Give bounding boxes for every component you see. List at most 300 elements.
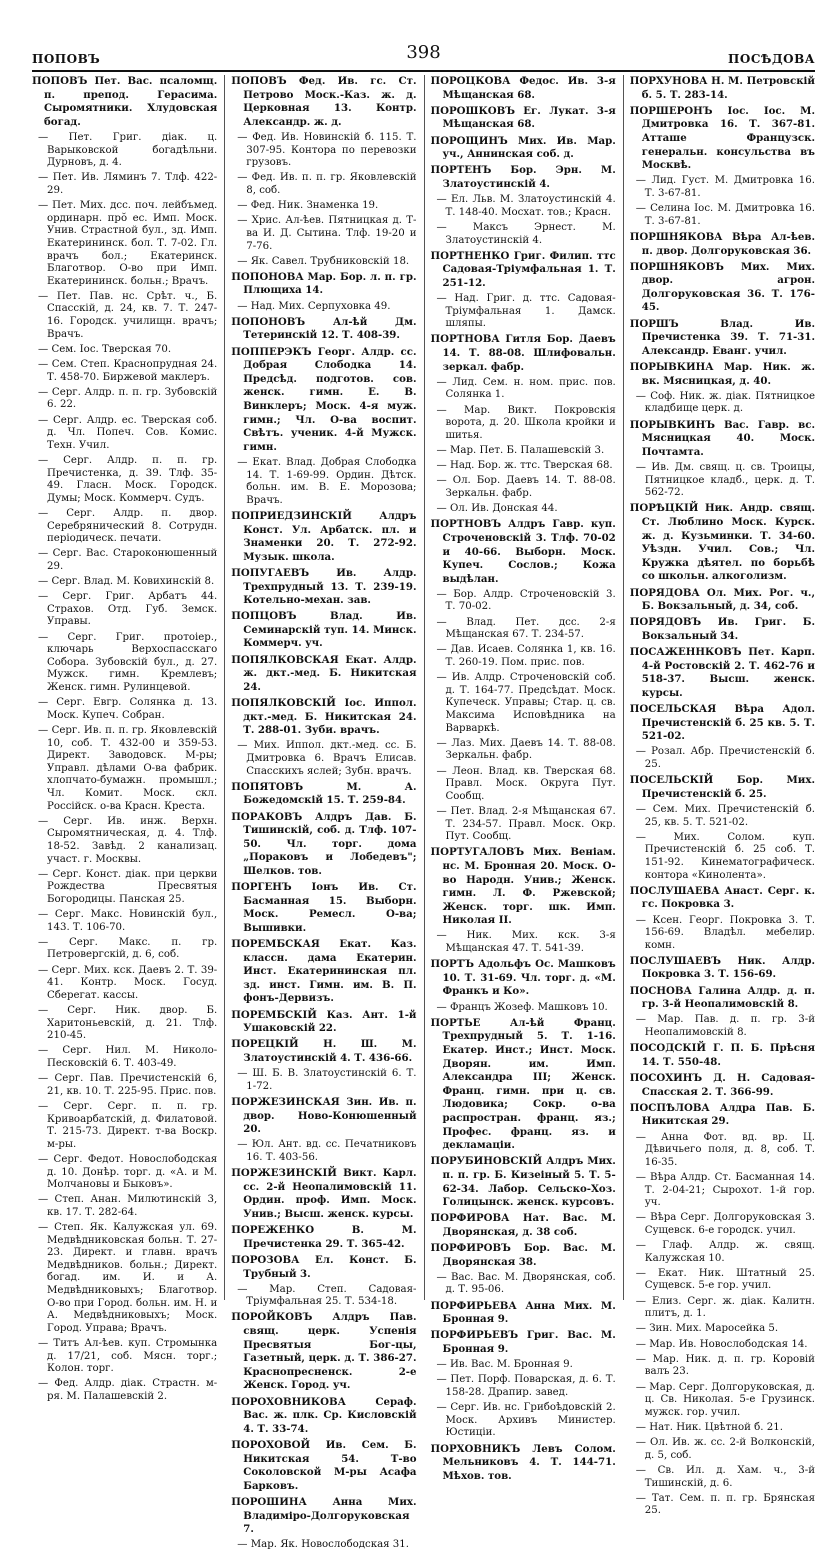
entry-text: Вѣра Алдр. Ст. Басманная 14. Т. 2-04-21; Сырохот. 1-й гор. уч. bbox=[644, 1171, 815, 1209]
directory-entry bbox=[431, 135, 616, 162]
entry-text: Соф. Ник. ж. діак. Пятницкое кладбище церк. д. bbox=[644, 390, 815, 415]
directory-entry bbox=[630, 1422, 815, 1435]
column-2 bbox=[224, 75, 417, 1551]
entry-text: Над. Бор. ж. ттс. Тверская 68. bbox=[449, 460, 613, 472]
entry-text: ПОПОНОВА Мар. Бор. л. п. гр. Плющиха 14. bbox=[231, 270, 417, 297]
directory-entry bbox=[231, 132, 416, 170]
directory-entry bbox=[231, 740, 416, 778]
directory-entry bbox=[431, 475, 616, 500]
directory-entry bbox=[431, 1374, 616, 1399]
directory-entry bbox=[630, 1465, 815, 1490]
entry-text: Селина Іос. М. Дмитровка 16. Т. 3-67-81. bbox=[644, 203, 815, 227]
directory-entry bbox=[431, 846, 616, 928]
directory-entry bbox=[431, 806, 616, 844]
entry-text: Серг. Макс. Новинскій бул., 143. Т. 106-70. bbox=[47, 909, 218, 933]
entry-text: Мар. Пав. д. п. гр. 3-й Неопалимовскій 8. bbox=[644, 1014, 815, 1039]
directory-entry bbox=[431, 589, 616, 614]
directory-entry bbox=[630, 587, 815, 614]
entry-text: Як. Савел. Трубниковскій 18. bbox=[250, 255, 410, 267]
entry-text: Глаф. Алдр. ж. свящ. Калужская 10. bbox=[644, 1240, 815, 1264]
entry-text: ПОРОЙКОВЪ Алдръ Пав. свящ. церк. Успенія Пресвятыя Бог-цы, Газетный, церк. д. Т. 386-27. Краснопресненск. 2-е Женск. Город. уч. bbox=[231, 1311, 417, 1392]
entry-text: ПОПЯТОВЪ М. А. Божедомскій 15. Т. 259-84. bbox=[231, 780, 417, 807]
entry-text: ПОРТНЕНКО Григ. Филип. ттс Садовая-Тріумфальная 1. Т. 251-12. bbox=[430, 249, 616, 289]
directory-entry bbox=[630, 462, 815, 500]
entry-text: Серг. Алдр. п. двор. Серебрянический 8. Сотрудн. періодическ. печати. bbox=[47, 507, 218, 545]
entry-text: ПОРХОВНИКЪ Левъ Солом. Мельниковъ 4. Т. 144-71. Мѣхов. тов. bbox=[430, 1442, 616, 1482]
directory-entry bbox=[630, 1437, 815, 1462]
entry-text: Влад. Пет. дсс. 2-я Мѣщанская 67. Т. 234-57. bbox=[445, 616, 616, 641]
entry-text: Серг. Григ. Арбатъ 44. Страхов. Отд. Губ. Земск. Управы. bbox=[47, 591, 218, 628]
directory-entry bbox=[431, 1212, 616, 1239]
entry-text: Серг. Григ. протоіер., ключарь Верхоспасскаго Собора. Зубовскій бул., д. 27. Мужск. гимн. Кремлевъ; Женск. гимн. Рулинцевой. bbox=[47, 631, 218, 694]
directory-entry bbox=[630, 1212, 815, 1237]
directory-entry bbox=[431, 1155, 616, 1209]
directory-entry bbox=[431, 1359, 616, 1372]
entry-text: Ел. Льв. М. Златоустинскій 4. Т. 148-40. Мосхат. тов.; Красн. bbox=[445, 194, 616, 218]
entry-text: Максъ Эрнест. М. Златоустинскій 4. bbox=[445, 221, 616, 246]
directory-entry bbox=[32, 965, 217, 1003]
directory-entry bbox=[431, 518, 616, 586]
directory-entry bbox=[630, 985, 815, 1012]
entry-text: Лид. Густ. М. Дмитровка 16. Т. 3-67-81. bbox=[644, 175, 815, 199]
directory-entry bbox=[32, 291, 217, 341]
directory-entry bbox=[431, 105, 616, 132]
entry-text: Екат. Ник. Штатный 25. Сущевск. 5-е гор. учил. bbox=[644, 1267, 815, 1292]
directory-entry bbox=[630, 616, 815, 643]
entry-text: Серг. Алдр. ес. Тверская соб. д. Чл. Попеч. Сов. Комис. Техн. Учил. bbox=[47, 414, 218, 451]
directory-entry bbox=[231, 1139, 416, 1164]
entry-text: Мар. Пет. Б. Палашевскій 3. bbox=[449, 444, 605, 456]
entry-text: ПОППЕРЭКЪ Георг. Алдр. сс. Добрая Слободка 14. Предсѣд. подготов. сов. женск. гимн. Е. В. Винклеръ; Моск. 4-я муж. гимн.; Чл. О-ва воспит. Свѣтъ. ученик. 4-й Мужск. гимн. bbox=[231, 345, 417, 453]
directory-entry bbox=[231, 881, 416, 935]
entry-text: Серг. Ив. п. п. гр. Яковлевскій 10, соб. Т. 432-00 и 359-53. Директ. Заводовск. М-ры; Управл. дѣлами О-ва фабрик. хлопчато-бумажн. промышл.; Чл. Комит. Моск. скл. Россійск. о-ва Красн. Креста. bbox=[47, 725, 218, 812]
directory-entry bbox=[431, 222, 616, 247]
directory-entry bbox=[431, 644, 616, 669]
entry-text: Мих. Солом. куп. Пречистенскій б. 25 соб. Т. 151-92. Кинематографическ. контора «Кинолента». bbox=[644, 831, 815, 881]
directory-entry bbox=[231, 457, 416, 507]
entry-text: Ол. Бор. Даевъ 14. Т. 88-08. Зеркальн. фабр. bbox=[445, 475, 616, 499]
directory-entry bbox=[630, 774, 815, 801]
entry-text: ПОРОШКОВЪ Ег. Лукат. 3-я Мѣщанская 68. bbox=[430, 104, 616, 131]
directory-entry bbox=[32, 132, 217, 170]
directory-entry bbox=[231, 1396, 416, 1437]
entry-text: Нат. Ник. Цвѣтной б. 21. bbox=[649, 1421, 783, 1433]
column-4 bbox=[623, 75, 816, 1517]
directory-entry bbox=[32, 508, 217, 546]
entry-text: Серг. Нил. М. Николо-Песковскій 6. Т. 403-49. bbox=[47, 1045, 218, 1069]
directory-entry bbox=[431, 672, 616, 735]
entry-text: ПОРЖЕЗИНСКІЙ Викт. Карл. сс. 2-й Неопалимовскій 11. Ордин. проф. Имп. Моск. Унив.; Высш. женск. курсы. bbox=[231, 1167, 417, 1220]
entry-text: ПОРГЕНЪ Іонъ Ив. Ст. Басманная 15. Выборн. Моск. Ремесл. О-ва; Вышивки. bbox=[231, 881, 417, 934]
directory-entry bbox=[231, 215, 416, 253]
entry-text: ПОРЯДОВА Ол. Мих. Рог. ч., Б. Вокзальный, д. 34, соб. bbox=[629, 586, 815, 613]
directory-entry bbox=[32, 591, 217, 629]
entry-text: Серг. Федот. Новослободская д. 10. Донѣр. торг. д. «А. и М. Молчановы и Быковъ». bbox=[47, 1153, 218, 1191]
directory-entry bbox=[231, 938, 416, 1006]
entry-text: Пет. Ив. Ляминъ 7. Тлф. 422-29. bbox=[47, 172, 218, 196]
directory-entry bbox=[431, 617, 616, 642]
entry-text: Пет. Пав. нс. Срѣт. ч., Б. Спасскій, д. 24, кв. 7. Т. 247-16. Городск. училищн. врачъ; Врачъ. bbox=[47, 290, 218, 340]
directory-entry bbox=[630, 1354, 815, 1379]
directory-entry bbox=[32, 455, 217, 505]
entry-text: Серг. Ив. нс. Грибоѣдовскій 2. Моск. Архивъ Министер. Юстиціи. bbox=[445, 1402, 616, 1439]
running-head-right: ПОСѢДОВА bbox=[728, 52, 815, 66]
directory-entry bbox=[231, 1009, 416, 1036]
entry-text: Серг. Влад. М. Ковихинскій 8. bbox=[51, 576, 215, 588]
entry-text: ПОРТЕНЪ Бор. Эрн. М. Златоустинскій 4. bbox=[430, 164, 616, 190]
directory-entry bbox=[32, 344, 217, 357]
directory-entry bbox=[630, 1132, 815, 1170]
directory-entry bbox=[231, 654, 416, 695]
entry-text: Мар. Серг. Долгоруковская, д. ц. Св. Николая. 5-е Грузинск. мужск. гор. учил. bbox=[644, 1381, 815, 1418]
directory-entry bbox=[32, 1378, 217, 1403]
directory-entry bbox=[630, 1102, 815, 1129]
entry-text: Леон. Влад. кв. Тверская 68. Правл. Моск. Округа Пут. Сообщ. bbox=[445, 765, 616, 802]
entry-text: Степ. Анан. Милютинскій 3, кв. 17. Т. 282-64. bbox=[47, 1194, 218, 1218]
directory-entry bbox=[32, 415, 217, 453]
entry-text: Серг. Мих. кск. Даевъ 2. Т. 39-41. Контр. Моск. Госуд. Сберегат. кассы. bbox=[47, 964, 218, 1001]
entry-text: ПОРФИРЬЕВЪ Григ. Вас. М. Бронная 9. bbox=[430, 1329, 616, 1356]
directory-entry bbox=[630, 804, 815, 829]
entry-text: ПОРТУГАЛОВЪ Мих. Веніам. нс. М. Бронная 20. Моск. О-во Народн. Унив.; Женск. гимн. Л. Ф. Ржевской; Женск. торг. шк. Имп. Николая II. bbox=[430, 846, 616, 927]
entry-text: ПОРѢЦКІЙ Ник. Андр. свящ. Ст. Люблино Моск. Курск. ж. д. Кузьминки. Т. 34-60. Уѣздн. Учил. Сов.; Чл. Кружка дѣятел. по борьбѣ со школьн. алкоголизм. bbox=[629, 502, 815, 583]
entry-text: Пет. Мих. дсс. поч. лейбъмед. ординарн. про̆ ес. Имп. Моск. Унив. Страстной бул., зд. Имп. Екатерининск. бол. Т. 7-02. Гл. врачъ бол.; Екатеринск. Благотвор. О-во при Имп. Екатерининск. больн.; Врачъ. bbox=[47, 200, 218, 287]
entry-text: ПОРЕМБСКІЙ Каз. Ант. 1-й Ушаковскій 22. bbox=[231, 1008, 417, 1035]
entry-text: Мих. Иппол. дкт.-мед. сс. Б. Дмитровка 6. Врачъ Елисав. Спасскихъ яслей; Зубн. врачъ. bbox=[246, 740, 417, 777]
entry-text: Вас. Вас. М. Дворянская, соб. д. Т. 95-06. bbox=[445, 1271, 616, 1296]
entry-text: ПОПЯЛКОВСКІЙ Іос. Иппол. дкт.-мед. Б. Никитская 24. Т. 288-01. Зуби. врачъ. bbox=[231, 697, 417, 737]
entry-text: ПОСОДСКІЙ Г. П. Б. Прѣсня 14. Т. 550-48. bbox=[629, 1042, 815, 1068]
page-header bbox=[32, 42, 815, 70]
directory-entry bbox=[32, 548, 217, 573]
directory-entry bbox=[32, 1222, 217, 1335]
directory-entry bbox=[231, 1496, 416, 1537]
entry-text: ПОРОХОВНИКОВА Сераф. Вас. ж. плк. Ср. Кисловскій 4. Т. 33-74. bbox=[231, 1395, 417, 1435]
entry-text: ПОСНОВА Галина Алдр. д. п. гр. 3-й Неопалимовскій 8. bbox=[629, 984, 815, 1011]
entry-text: Серг. Евгр. Солянка д. 13. Моск. Купеч. Собран. bbox=[47, 697, 218, 721]
entry-text: ПОРОЗОВА Ел. Конст. Б. Трубный 3. bbox=[231, 1253, 417, 1280]
entry-text: Вѣра Серг. Долгоруковская 3. Сущевск. 6-е городск. учил. bbox=[644, 1212, 816, 1236]
entry-text: Фед. Ив. п. п. гр. Яковлевскій 8, соб. bbox=[246, 172, 417, 196]
entry-text: ПОСЕЛЬСКІЙ Бор. Мих. Пречистенскій б. 25. bbox=[629, 774, 815, 800]
directory-entry bbox=[630, 261, 815, 315]
directory-entry bbox=[231, 781, 416, 808]
entry-text: ПОРОЦКОВА Федос. Ив. 3-я Мѣщанская 68. bbox=[430, 75, 616, 101]
entry-text: ПОРЕЦКІЙ Н. Ш. М. Златоустинскій 4. Т. 436-66. bbox=[231, 1038, 417, 1065]
entry-text: ПОСОХИНЪ Д. Н. Садовая-Спасская 2. Т. 366-99. bbox=[629, 1072, 815, 1098]
directory-entry bbox=[630, 1240, 815, 1265]
directory-entry bbox=[32, 1073, 217, 1098]
directory-entry bbox=[431, 958, 616, 999]
entry-text: Серг. Алдр. п. п. гр. Пречистенка, д. 39. Тлф. 35-49. Гласн. Моск. Городск. Думы; Моск. Коммерч. Судъ. bbox=[47, 454, 218, 504]
entry-text: Мар. Степ. Садовая-Тріумфальная 25. Т. 534-18. bbox=[246, 1283, 417, 1308]
directory-entry bbox=[630, 1268, 815, 1293]
directory-entry bbox=[630, 955, 815, 982]
entry-text: Юл. Ант. вд. сс. Печатниковъ 16. Т. 403-56. bbox=[246, 1139, 417, 1163]
directory-entry bbox=[431, 1002, 616, 1015]
entry-text: ПОСАЖЕННКОВЪ Пет. Карп. 4-й Ростовскій 2. Т. 462-76 и 518-37. Высш. женск. курсы. bbox=[629, 646, 815, 699]
entry-text: Серг. Серг. п. п. гр. Кривоарбатскій, д. Филатовой. Т. 215-73. Директ. т-ва Воскр. м-ры. bbox=[47, 1100, 218, 1150]
entry-text: ПОРЕМБСКАЯ Екат. Каз. классн. дама Екатерин. Инст. Екатерининская пл. зд. инст. Гимн. им. В. П. фонъ-Дервизъ. bbox=[231, 938, 417, 1005]
entry-text: Елиз. Серг. ж. діак. Калитн. плитъ, д. 1. bbox=[644, 1295, 815, 1320]
entry-text: Ив. Алдр. Строченовскій соб. д. Т. 164-77. Предсѣдат. Моск. Купеческ. Управы; Стар. ц. св. Максима Исповѣдника на Варваркѣ. bbox=[445, 672, 616, 734]
directory-entry bbox=[630, 231, 815, 258]
entry-text: ПОСЛУШАЕВЪ Ник. Алдр. Покровка 3. Т. 156-69. bbox=[629, 954, 815, 981]
entry-text: Анна Фот. вд. вр. Ц. Дѣвичьего поля, д. 8, соб. Т. 16-35. bbox=[644, 1131, 815, 1168]
entry-text: Фед. Алдр. діак. Страстн. м-ря. М. Палашевскій 2. bbox=[47, 1378, 218, 1402]
entry-text: Ксен. Георг. Покровка 3. Т. 156-69. Владѣл. мебелир. комн. bbox=[644, 914, 815, 951]
directory-entry bbox=[630, 746, 815, 771]
directory-entry bbox=[630, 703, 815, 744]
directory-entry bbox=[431, 1443, 616, 1484]
directory-entry bbox=[431, 460, 616, 473]
directory-entry bbox=[32, 1005, 217, 1043]
directory-entry bbox=[32, 632, 217, 695]
directory-entry bbox=[431, 293, 616, 331]
directory-entry bbox=[630, 1014, 815, 1039]
entry-text: ПОПЯЛКОВСКАЯ Екат. Алдр. ж. дкт.-мед. Б. Никитская 24. bbox=[231, 653, 417, 693]
directory-entry bbox=[32, 75, 217, 129]
directory-entry bbox=[32, 937, 217, 962]
entry-text: Пет. Григ. діак. ц. Варыковской богадѣльни. Дурновъ, д. 4. bbox=[47, 131, 218, 169]
entry-text: Серг. Ник. двор. Б. Харитоньевскій, д. 21. Тлф. 210-45. bbox=[47, 1005, 218, 1042]
entry-text: Пет. Влад. 2-я Мѣщанская 67. Т. 234-57. Правл. Моск. Окр. Пут. Сообщ. bbox=[445, 805, 616, 843]
entry-text: ПОРШНЯКОВА Вѣра Ал-ѣев. п. двор. Долгоруковская 36. bbox=[629, 230, 815, 257]
directory-entry bbox=[630, 419, 815, 460]
entry-text: Розал. Абр. Пречистенскій б. 25. bbox=[644, 746, 816, 770]
directory-entry bbox=[231, 1539, 416, 1552]
directory-entry bbox=[231, 301, 416, 314]
directory-entry bbox=[431, 738, 616, 763]
entry-text: Над. Григ. д. ттс. Садовая-Тріумфальная 1. Дамск. шляпы. bbox=[445, 293, 616, 330]
directory-entry bbox=[431, 194, 616, 219]
directory-entry bbox=[231, 1439, 416, 1493]
entry-text: Мар. Як. Новослободская 31. bbox=[250, 1539, 410, 1551]
directory-entry bbox=[231, 172, 416, 197]
entry-text: ПОРТНОВЪ Алдръ Гавр. куп. Строченовскій 3. Тлф. 70-02 и 40-66. Выборн. Моск. Купеч. Сослов.; Кожа выдѣлан. bbox=[430, 518, 616, 585]
directory-entry bbox=[630, 361, 815, 388]
entry-text: ПОСЕЛЬСКАЯ Вѣра Адол. Пречистенскій б. 25 кв. 5. Т. 521-02. bbox=[629, 703, 815, 743]
directory-entry bbox=[231, 567, 416, 608]
entry-text: Лид. Сем. н. ном. прис. пов. Солянка 1. bbox=[445, 376, 616, 401]
directory-entry bbox=[431, 1402, 616, 1440]
directory-entry bbox=[231, 256, 416, 269]
directory-entry bbox=[231, 1311, 416, 1393]
directory-entry bbox=[431, 250, 616, 291]
entry-text: ПОРТЬЕ Ал-ѣй Франц. Трехпрудный 5. Т. 1-16. Екатер. Инст.; Инст. Моск. Дворян. им. Имп. Александра III; Женск. Франц. гимн. при ц. св. Людовика; Сокр. о-ва распростран. франц. яз.; Профес. франц. яз. и декламаціи. bbox=[430, 1016, 616, 1152]
directory-entry bbox=[231, 1224, 416, 1251]
directory-entry bbox=[32, 359, 217, 384]
entry-text: ПОРОЩИНЪ Мих. Ив. Мар. уч., Аннинская соб. д. bbox=[430, 134, 616, 161]
column-3 bbox=[424, 75, 616, 1482]
directory-entry bbox=[231, 1254, 416, 1281]
directory-entry bbox=[431, 1242, 616, 1269]
directory-entry bbox=[32, 869, 217, 907]
entry-text: ПОРЕЖЕНКО В. М. Пречистенка 29. Т. 365-42. bbox=[231, 1224, 417, 1250]
entry-text: Дав. Исаев. Солянка 1, кв. 16. Т. 260-19. Пом. прис. пов. bbox=[445, 644, 616, 669]
entry-text: Фед. Ив. Новинскій б. 115. Т. 307-95. Контора по перевозки грузовъ. bbox=[246, 131, 417, 169]
entry-text: ПОРФИРОВА Нат. Вас. М. Дворянская, д. 38 соб. bbox=[430, 1212, 616, 1238]
directory-entry bbox=[431, 1300, 616, 1327]
entry-text: ПОРЫВКИНА Мар. Ник. ж. вк. Мясницкая, д. 40. bbox=[629, 361, 815, 387]
entry-text: ПОРЫВКИНЪ Вас. Гавр. вс. Мясницкая 40. Моск. Почтамта. bbox=[629, 418, 815, 458]
entry-text: Фед. Ник. Знаменка 19. bbox=[250, 200, 379, 212]
directory-entry bbox=[431, 766, 616, 804]
directory-entry bbox=[630, 391, 815, 416]
directory-entry bbox=[431, 445, 616, 458]
entry-text: Зин. Мих. Маросейка 5. bbox=[649, 1323, 779, 1335]
entry-text: ПОРФИРЬЕВА Анна Мих. М. Бронная 9. bbox=[430, 1299, 616, 1326]
entry-text: Ол. Ив. ж. сс. 2-й Волконскій, д. 5, соб. bbox=[644, 1437, 815, 1461]
directory-entry bbox=[630, 885, 815, 912]
entry-text: Титъ Ал-ѣев. куп. Стромынка д. 17/21, соб. Мясн. торг.; Колон. торг. bbox=[47, 1338, 218, 1375]
entry-text: ПОРХУНОВА Н. М. Петровскій б. 5. Т. 283-14. bbox=[629, 75, 815, 101]
directory-entry bbox=[431, 405, 616, 443]
entry-text: Тат. Сем. п. п. гр. Брянская 25. bbox=[644, 1492, 815, 1517]
directory-entry bbox=[32, 1045, 217, 1070]
directory-entry bbox=[32, 1154, 217, 1192]
entry-text: Серг. Алдр. п. п. гр. Зубовскій 6. 22. bbox=[47, 386, 218, 411]
directory-entry bbox=[431, 1329, 616, 1356]
entry-text: Мар. Викт. Покровскія ворота, д. 20. Школа кройки и шитья. bbox=[445, 404, 616, 441]
directory-entry bbox=[630, 1072, 815, 1099]
directory-entry bbox=[231, 1096, 416, 1137]
entry-text: Бор. Алдр. Строченовскій 3. Т. 70-02. bbox=[445, 588, 616, 613]
entry-text: ПОПРИЕДЗИНСКІЙ Алдръ Конст. Ул. Арбатск. пл. и Знаменки 20. Т. 272-92. Музык. школа. bbox=[231, 509, 417, 563]
entry-text: ПОРОШИНА Анна Мих. Владиміро-Долгоруковская 7. bbox=[231, 1495, 417, 1536]
entry-text: Степ. Як. Калужская ул. 69. Медвѣдниковская больн. Т. 27-23. Директ. и главн. врачъ Медвѣдников. больн.; Директ. богад. им. И. и А. Медвѣдниковыхъ; Благотвор. О-во при Город. больн. им. Н. и А. Медвѣдниковыхъ; Моск. Город. Управа; Врачъ. bbox=[47, 1222, 218, 1334]
directory-entry bbox=[431, 377, 616, 402]
page-number: 398 bbox=[406, 42, 441, 63]
entry-text: Екат. Влад. Добрая Слободка 14. Т. 1-69-99. Ордин. Дѣтск. больн. им. В. Е. Морозова; Врачъ. bbox=[246, 456, 417, 506]
entry-text: ПОРТНОВА Гитля Бор. Даевъ 14. Т. 88-08. Шлифовальн. зеркал. фабр. bbox=[430, 333, 616, 373]
entry-text: ПОРУБИНОВСКІЙ Алдръ Мих. п. п. гр. Б. Кизеіный 5. Т. 5-62-34. Лабор. Сельско-Хоз. Голицынск. женск. курсовъ. bbox=[430, 1155, 616, 1209]
directory-entry bbox=[431, 164, 616, 191]
directory-entry bbox=[630, 105, 815, 173]
entry-text: ПОПОВЪ Фед. Ив. гс. Ст. Петрово Моск.-Каз. ж. д. Церковная 13. Контр. Александр. ж. д. bbox=[231, 75, 417, 128]
entry-text: Ник. Мих. кск. 3-я Мѣщанская 47. Т. 541-39. bbox=[445, 930, 616, 955]
directory-entry bbox=[630, 502, 815, 584]
entry-text: Сем. Іос. Тверская 70. bbox=[51, 343, 172, 355]
directory-entry bbox=[32, 387, 217, 412]
directory-columns bbox=[32, 75, 816, 1551]
entry-text: Серг. Конст. діак. при церкви Рождества Пресвятыя Богородицы. Панская 25. bbox=[47, 868, 218, 905]
directory-entry bbox=[630, 832, 815, 882]
directory-entry bbox=[431, 333, 616, 374]
directory-entry bbox=[630, 1042, 815, 1069]
directory-entry bbox=[630, 318, 815, 359]
directory-entry bbox=[630, 646, 815, 700]
entry-text: ПОПОВЪ Пет. Вас. псаломщ. п. препод. Герасима. Сыромятники. Хлудовская богад. bbox=[32, 75, 218, 128]
directory-entry bbox=[630, 75, 815, 102]
entry-text: Ш. Б. В. Златоустинскій 6. Т. 1-72. bbox=[246, 1068, 417, 1092]
directory-entry bbox=[32, 172, 217, 197]
entry-text: ПОРШЪ Влад. Ив. Пречистенка 39. Т. 71-31. Александр. Еванг. учил. bbox=[629, 317, 815, 357]
directory-entry bbox=[431, 1272, 616, 1297]
directory-entry bbox=[630, 175, 815, 200]
directory-entry bbox=[32, 576, 217, 589]
entry-text: Хрис. Ал-ѣев. Пятницкая д. Т-ва И. Д. Сытина. Тлф. 19-20 и 7-76. bbox=[246, 215, 417, 252]
entry-text: ПОРЯДОВЪ Ив. Григ. Б. Вокзальный 34. bbox=[629, 616, 815, 642]
directory-entry bbox=[630, 915, 815, 953]
entry-text: Серг. Ив. инж. Верхн. Сыромятническая, д. 4. Тлф. 18-52. Завѣд. 2 канализац. участ. г. Москвы. bbox=[47, 815, 218, 865]
directory-entry bbox=[630, 1172, 815, 1210]
entry-text: Мар. Ник. д. п. гр. Коровій валъ 23. bbox=[644, 1353, 815, 1378]
entry-text: ПОРТЪ Адольфъ Ос. Машковъ 10. Т. 31-69. Чл. торг. д. «М. Франкъ и Ко». bbox=[430, 958, 616, 998]
directory-entry bbox=[231, 346, 416, 455]
directory-entry bbox=[32, 909, 217, 934]
entry-text: ПОСПѢЛОВА Алдра Пав. Б. Никитская 29. bbox=[629, 1101, 815, 1128]
entry-text: Францъ Жозеф. Машковъ 10. bbox=[449, 1001, 608, 1013]
entry-text: Сем. Степ. Краснопрудная 24. Т. 458-70. Биржевой маклеръ. bbox=[47, 359, 218, 383]
column-1 bbox=[32, 75, 218, 1402]
entry-text: ПОРОХОВОЙ Ив. Сем. Б. Никитская 54. Т-во Соколовской М-ры Асафа Барковъ. bbox=[231, 1439, 417, 1492]
entry-text: Ив. Вас. М. Бронная 9. bbox=[449, 1359, 573, 1371]
directory-entry bbox=[32, 1101, 217, 1151]
directory-entry bbox=[231, 1068, 416, 1093]
directory-entry bbox=[630, 203, 815, 228]
directory-entry bbox=[32, 1194, 217, 1219]
entry-text: ПОРЖЕЗИНСКАЯ Зин. Ив. п. двор. Ново-Конюшенный 20. bbox=[231, 1096, 417, 1136]
entry-text: Св. Ил. д. Хам. ч., 3-й Тишинскій, д. 6. bbox=[644, 1464, 815, 1489]
directory-entry bbox=[630, 1382, 815, 1420]
entry-text: Сем. Мих. Пречистенскій б. 25, кв. 5. Т. 521-02. bbox=[644, 803, 815, 828]
entry-text: Серг. Вас. Староконюшенный 29. bbox=[47, 548, 218, 572]
directory-entry bbox=[231, 200, 416, 213]
directory-entry bbox=[231, 610, 416, 651]
running-head-left: ПОПОВЪ bbox=[32, 52, 101, 66]
entry-text: Пет. Порф. Поварская, д. 6. Т. 158-28. Драпир. завед. bbox=[445, 1374, 616, 1398]
entry-text: Над. Мих. Серпуховка 49. bbox=[250, 300, 391, 312]
directory-entry bbox=[231, 316, 416, 343]
entry-text: ПОРШНЯКОВЪ Мих. Мих. двор. агрон. Долгоруковская 36. Т. 176-45. bbox=[629, 260, 815, 314]
directory-entry bbox=[231, 1284, 416, 1309]
directory-entry bbox=[630, 1493, 815, 1518]
entry-text: ПОПОНОВЪ Ал-ѣй Дм. Тетеринскій 12. Т. 408-39. bbox=[231, 315, 417, 342]
directory-entry bbox=[231, 697, 416, 738]
directory-entry bbox=[32, 725, 217, 813]
entry-text: ПОСЛУШАЕВА Анаст. Серг. к. гс. Покровка 3. bbox=[629, 884, 815, 911]
entry-text: Мар. Ив. Новослободская 14. bbox=[649, 1338, 808, 1350]
directory-entry bbox=[431, 75, 616, 102]
entry-text: ПОРФИРОВЪ Бор. Вас. М. Дворянская 38. bbox=[430, 1242, 616, 1268]
entry-text: Лаз. Мих. Даевъ 14. Т. 88-08. Зеркальн. фабр. bbox=[445, 737, 616, 762]
header-rule bbox=[32, 70, 815, 72]
entry-text: ПОРШЕРОНЪ Іос. Іос. М. Дмитровка 16. Т. 367-81. Атташе Французск. генеральн. консульства въ Москвѣ. bbox=[629, 104, 815, 172]
directory-entry bbox=[231, 510, 416, 564]
entry-text: Серг. Пав. Пречистенскій 6, 21, кв. 10. Т. 225-95. Прис. пов. bbox=[47, 1073, 218, 1097]
directory-entry bbox=[231, 1167, 416, 1221]
directory-entry bbox=[32, 200, 217, 288]
entry-text: ПОРАКОВЪ Алдръ Дав. Б. Тишинскій, соб. д. Тлф. 107-50. Чл. торг. дома „Пораковъ и Лобедевъ"; Шелков. тов. bbox=[231, 810, 417, 877]
directory-entry bbox=[231, 811, 416, 879]
entry-text: Ол. Ив. Донская 44. bbox=[449, 503, 558, 515]
directory-entry bbox=[431, 503, 616, 516]
directory-entry bbox=[630, 1323, 815, 1336]
directory-entry bbox=[32, 1338, 217, 1376]
entry-text: ПОПЦОВЪ Влад. Ив. Семинарскій туп. 14. Минск. Коммерч. уч. bbox=[231, 610, 417, 650]
directory-entry bbox=[630, 1296, 815, 1321]
entry-text: ПОПУГАЕВЪ Ив. Алдр. Трехпрудный 13. Т. 239-19. Котельно-механ. зав. bbox=[231, 566, 417, 607]
directory-entry bbox=[231, 271, 416, 298]
directory-entry bbox=[32, 697, 217, 722]
directory-entry bbox=[431, 930, 616, 955]
directory-entry bbox=[630, 1339, 815, 1352]
directory-entry bbox=[231, 75, 416, 129]
directory-entry bbox=[32, 816, 217, 866]
directory-entry bbox=[231, 1038, 416, 1065]
entry-text: Серг. Макс. п. гр. Петровергскій, д. 6, соб. bbox=[47, 936, 218, 961]
